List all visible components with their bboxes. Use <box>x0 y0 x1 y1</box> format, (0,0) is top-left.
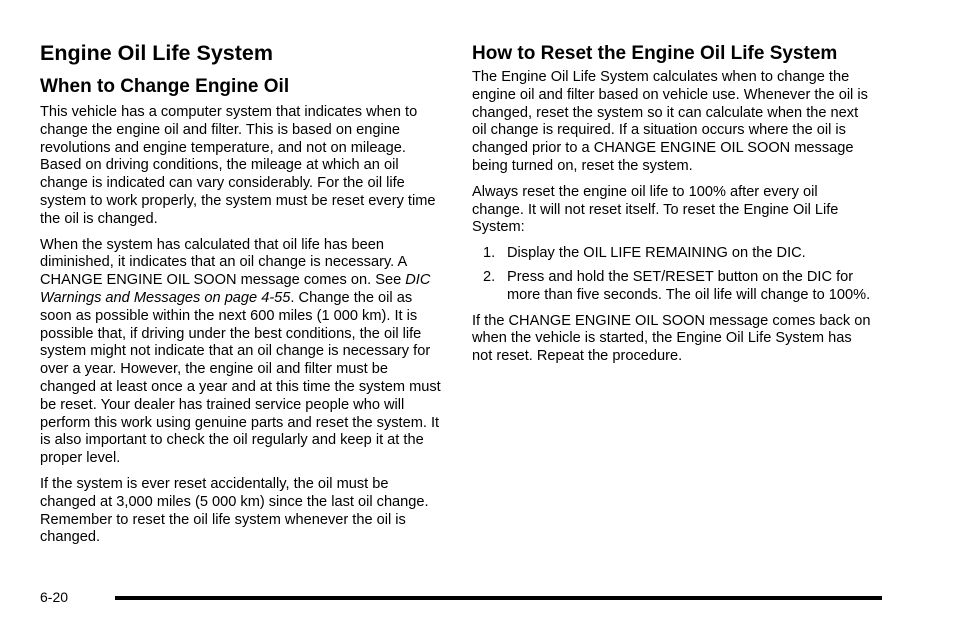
paragraph-accidental-reset: If the system is ever reset accidentally, the oil must be changed at 3,000 miles (5 000 km) since the last oil change. Remember to reset the oil life system whenever the oil is changed. <box>40 475 429 546</box>
footer-rule <box>115 596 882 600</box>
paragraph-text: When the system has calculated that oil life has been diminished, it indicates that an oil change is necessary. A CHANGE ENGINE OIL SOON message comes on. See <box>40 236 407 289</box>
list-item <box>472 269 872 305</box>
section-title: Engine Oil Life System <box>40 41 273 65</box>
cross-reference-link[interactable]: DIC Warnings and Messages on page 4-55 <box>40 272 431 306</box>
reset-steps-list <box>472 245 872 304</box>
left-column <box>40 40 442 555</box>
subsection-title-how-to-reset: How to Reset the Engine Oil Life System <box>472 43 838 64</box>
page-number: 6-20 <box>40 589 69 605</box>
right-column <box>472 40 872 374</box>
paragraph-text: . Change the oil as soon as possible within the next 600 miles (1 000 km). It is possible that, if driving under the best conditions, the oil life system might not indicate that an oil change is necessary for over a year. However, the engine oil and filter must be changed at least once a year and at this time the system must be reset. Your dealer has trained service people who will perform this work using genuine parts and reset the system. It is also important to check the oil regularly and keep it at the proper level. <box>40 289 441 467</box>
step-number: 1. <box>483 245 496 262</box>
paragraph-reset-intro: The Engine Oil Life System calculates when to change the engine oil and filter based on vehicle use. Whenever the oil is changed, reset the system so it can calculate when the next oil change is required. If a situation occurs where the oil is changed prior to a CHANGE ENGINE OIL SOON message being turned on, reset the system. <box>472 69 868 174</box>
step-text: Press and hold the SET/RESET button on the DIC for more than five seconds. The oil life will change to 100%. <box>507 268 871 303</box>
paragraph-intro: This vehicle has a computer system that indicates when to change the engine oil and filter. This is based on engine revolutions and engine temperature, and not on mileage. Based on driving conditions, the mileage at which an oil change is indicated can vary considerably. For the oil life system to work properly, the system must be reset every time the oil is changed. <box>40 104 436 227</box>
paragraph-always-reset: Always reset the engine oil life to 100% after every oil change. It will not reset itself. To reset the Engine Oil Life System: <box>472 183 839 236</box>
paragraph-oil-change-indication <box>40 237 442 468</box>
step-text: Display the OIL LIFE REMAINING on the DIC. <box>507 245 806 262</box>
subsection-title-when-to-change: When to Change Engine Oil <box>40 76 290 97</box>
paragraph-message-returns: If the CHANGE ENGINE OIL SOON message comes back on when the vehicle is started, the Engine Oil Life System has not reset. Repeat the procedure. <box>472 312 871 365</box>
step-number: 2. <box>483 268 496 285</box>
list-item <box>472 245 872 263</box>
